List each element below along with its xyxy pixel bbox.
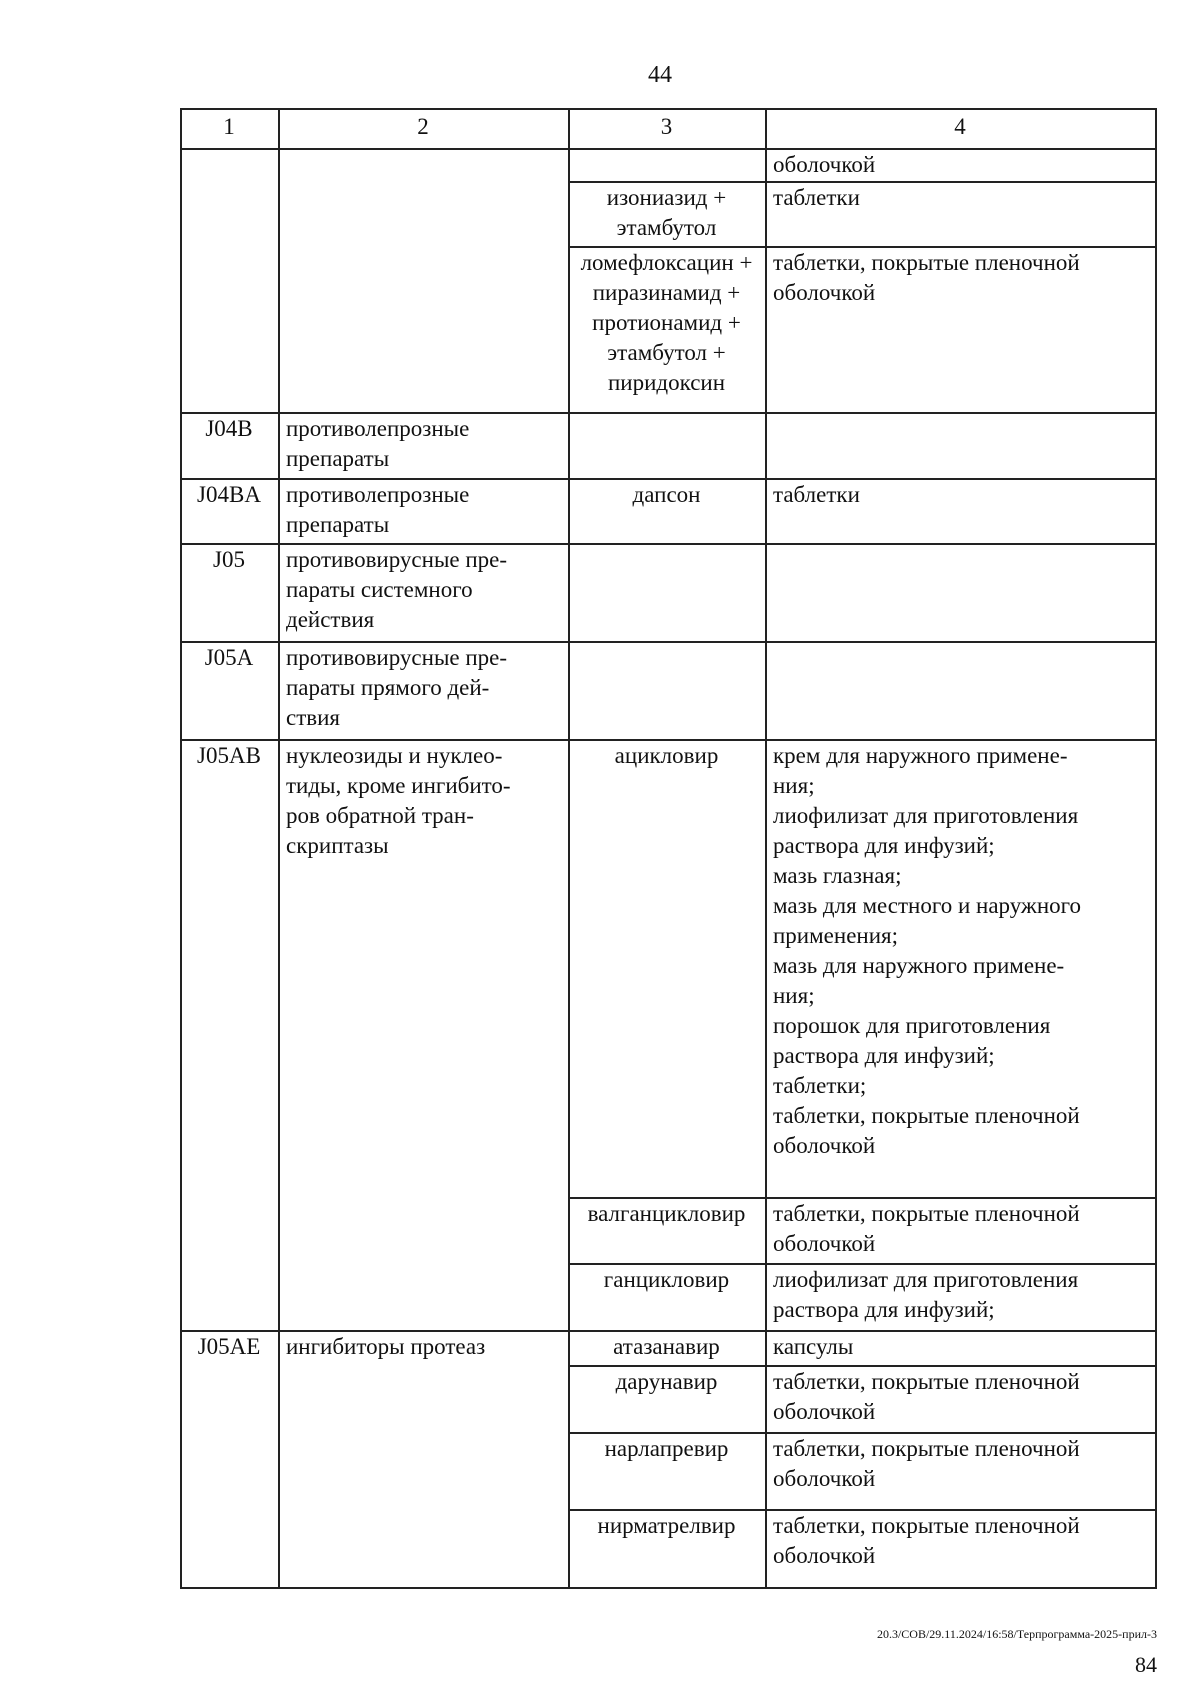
dosage-form-cell: таблетки (773, 185, 860, 210)
page-number-bottom: 84 (1135, 1652, 1157, 1677)
pharm-group-cell: противолепрозные препараты (286, 482, 470, 537)
atc-code-cell: J04B (205, 416, 253, 441)
drug-name-cell: ацикловир (614, 743, 719, 768)
dosage-form-cell: капсулы (773, 1334, 854, 1359)
drug-name-cell: атазанавир (613, 1334, 720, 1359)
dosage-form-cell: таблетки, покрытые пленочной оболочкой (773, 1513, 1080, 1568)
row-border (180, 1587, 1157, 1589)
drug-name-cell: нирматрелвир (597, 1513, 736, 1538)
column-header-1: 1 (223, 114, 235, 139)
pharm-group-cell: ингибиторы протеаз (286, 1334, 486, 1359)
atc-code-cell: J05A (204, 645, 254, 670)
drug-name-cell: нарлапревир (604, 1436, 729, 1461)
atc-code-cell: J05 (213, 547, 245, 572)
dosage-form-cell: таблетки, покрытые пленочной оболочкой (773, 250, 1080, 305)
pharm-group-cell: противовирусные пре- параты прямого дей- ствия (286, 645, 508, 730)
column-border (180, 108, 182, 1587)
pharm-group-cell: нуклеозиды и нуклео- тиды, кроме ингибито- ров обратной тран- скриптазы (286, 743, 511, 858)
dosage-form-cell: таблетки, покрытые пленочной оболочкой (773, 1436, 1080, 1491)
dosage-form-cell: лиофилизат для приготовления раствора для инфузий; (773, 1267, 1079, 1322)
pharm-group-cell: противолепрозные препараты (286, 416, 470, 471)
dosage-form-cell: оболочкой (773, 152, 876, 177)
atc-code-cell: J04BA (197, 482, 261, 507)
dosage-form-cell: таблетки (773, 482, 860, 507)
column-header-4: 4 (954, 114, 966, 139)
page-number-top: 44 (648, 62, 672, 88)
drug-name-cell: дарунавир (615, 1369, 718, 1394)
atc-code-cell: J05AE (197, 1334, 261, 1359)
pharm-group-cell: противовирусные пре- параты системного действия (286, 547, 508, 632)
column-header-3: 3 (660, 114, 673, 139)
drug-name-cell: изониазид + этамбутол (606, 185, 727, 240)
drug-name-cell: дапсон (632, 482, 701, 507)
dosage-form-cell: таблетки, покрытые пленочной оболочкой (773, 1201, 1080, 1256)
drug-name-cell: ломефлоксацин + пиразинамид + протионамид + этамбутол + пиридоксин (580, 250, 753, 395)
drug-name-cell: ганцикловир (603, 1267, 730, 1292)
footer-document-code: 20.3/СОВ/29.11.2024/16:58/Терпрограмма-2025-прил-3 (876, 1627, 1157, 1641)
dosage-form-cell: крем для наружного примене- ния; лиофилизат для приготовления раствора для инфузий; мазь глазная; мазь для местного и наружного применения; мазь для наружного примене- ния; порошок для приготовления раствора для инфузий; таблетки; таблетки, покрытые пленочной оболочкой (773, 743, 1081, 1158)
dosage-form-cell: таблетки, покрытые пленочной оболочкой (773, 1369, 1080, 1424)
atc-code-cell: J05AB (197, 743, 261, 768)
table-top-border (180, 108, 1157, 110)
column-header-2: 2 (417, 114, 429, 139)
drug-name-cell: валганцикловир (587, 1201, 746, 1226)
